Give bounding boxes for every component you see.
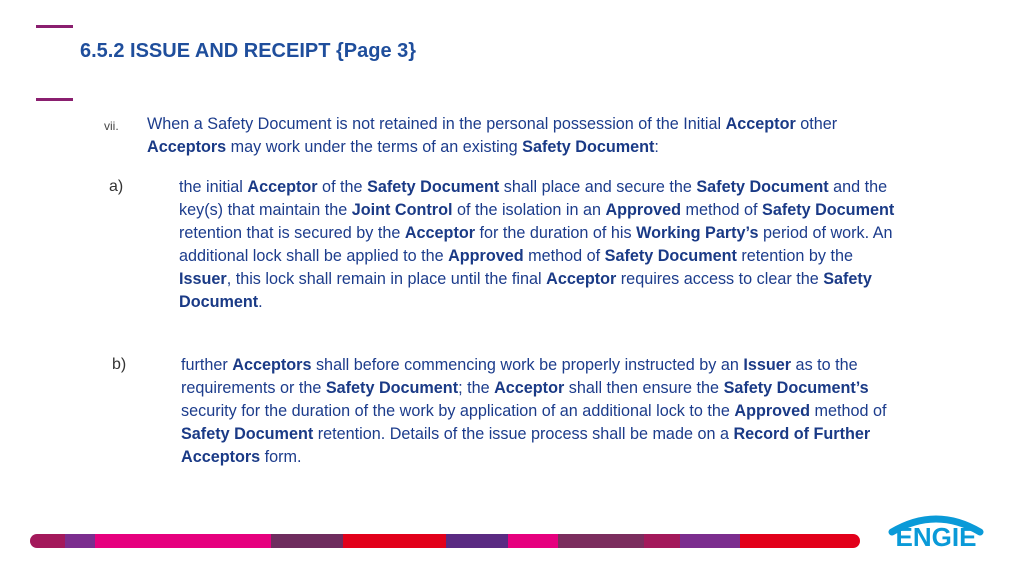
text-run: shall before commencing work be properly instructed by an bbox=[311, 356, 744, 374]
slide-title: 6.5.2 ISSUE AND RECEIPT {Page 3} bbox=[80, 40, 417, 62]
bold-term: Acceptor bbox=[546, 270, 617, 288]
text-run: the initial bbox=[179, 178, 248, 196]
text-run: : bbox=[654, 138, 659, 156]
title-accent-line-top bbox=[36, 25, 73, 28]
text-run: When a Safety Document is not retained in the personal possession of the Initial bbox=[147, 115, 726, 133]
engie-logo bbox=[884, 512, 988, 556]
bold-term: Acceptor bbox=[404, 224, 476, 242]
bold-term: Safety Document bbox=[325, 379, 459, 397]
item-a-marker: a) bbox=[109, 178, 124, 195]
bold-term: Approved bbox=[605, 201, 682, 219]
text-run: method of bbox=[523, 247, 605, 265]
text-run: other bbox=[795, 115, 838, 133]
text-run: shall then ensure the bbox=[564, 379, 724, 397]
bold-term: Approved bbox=[448, 247, 524, 265]
bold-term: Acceptors bbox=[147, 138, 227, 156]
text-run: may work under the terms of an existing bbox=[226, 138, 523, 156]
footer-bar-seg-9 bbox=[644, 534, 680, 548]
bold-term: Safety Document’s bbox=[723, 379, 869, 397]
text-run: requires access to clear the bbox=[616, 270, 824, 288]
text-run: , this lock shall remain in place until the final bbox=[226, 270, 547, 288]
bold-term: Working Party’s bbox=[636, 224, 759, 242]
bold-term: Safety Document bbox=[762, 201, 895, 219]
text-run: method of bbox=[809, 402, 887, 420]
text-run: of the isolation in an bbox=[452, 201, 606, 219]
item-b-text bbox=[181, 354, 907, 469]
item-a-text bbox=[179, 176, 907, 314]
bold-term: Safety Document bbox=[522, 138, 655, 156]
text-run: method of bbox=[681, 201, 763, 219]
footer-bar-cap-right bbox=[846, 534, 860, 548]
text-run: shall place and secure the bbox=[499, 178, 697, 196]
bold-term: Safety Document bbox=[181, 425, 314, 443]
bold-term: Issuer bbox=[179, 270, 227, 288]
bold-term: Safety Document bbox=[604, 247, 737, 265]
text-run: . bbox=[258, 293, 263, 311]
bold-term: Safety Document bbox=[696, 178, 829, 196]
bold-term: Acceptor bbox=[247, 178, 318, 196]
bold-term: Joint Control bbox=[351, 201, 453, 219]
bold-term: Acceptor bbox=[494, 379, 565, 397]
text-run: of the bbox=[317, 178, 368, 196]
text-run: and the key(s) that maintain the bbox=[179, 178, 888, 219]
text-run: further bbox=[181, 356, 233, 374]
bold-term: Record of Further Acceptors bbox=[181, 425, 871, 466]
text-run: security for the duration of the work by application of an additional lock to the bbox=[181, 402, 735, 420]
item-b-marker: b) bbox=[112, 356, 127, 373]
item-vii-text bbox=[147, 113, 907, 159]
bold-term: Acceptor bbox=[725, 115, 796, 133]
footer-bar-seg-3 bbox=[95, 534, 271, 548]
bold-term: Issuer bbox=[743, 356, 792, 374]
item-vii-marker: vii. bbox=[104, 119, 119, 133]
text-run: as to the requirements or the bbox=[181, 356, 858, 397]
text-run: form. bbox=[260, 448, 302, 466]
footer-bar-seg-4 bbox=[271, 534, 343, 548]
footer-bar-seg-2 bbox=[65, 534, 95, 548]
text-run: retention that is secured by the bbox=[179, 224, 405, 242]
footer-bar-seg-10 bbox=[680, 534, 740, 548]
text-run: period of work. An additional lock shall be applied to the bbox=[179, 224, 893, 265]
footer-bar-seg-1 bbox=[37, 534, 65, 548]
engie-logo-text: ENGIE bbox=[895, 522, 977, 552]
footer-color-bar bbox=[30, 534, 860, 548]
footer-bar-seg-11 bbox=[740, 534, 853, 548]
footer-bar-seg-5 bbox=[343, 534, 446, 548]
footer-bar-seg-8 bbox=[558, 534, 644, 548]
bold-term: Safety Document bbox=[367, 178, 500, 196]
title-accent-line-bottom bbox=[36, 98, 73, 101]
footer-bar-seg-7 bbox=[508, 534, 558, 548]
text-run: ; the bbox=[458, 379, 495, 397]
bold-term: Approved bbox=[734, 402, 810, 420]
text-run: retention by the bbox=[736, 247, 853, 265]
bold-term: Safety Document bbox=[179, 270, 872, 311]
text-run: retention. Details of the issue process shall be made on a bbox=[313, 425, 734, 443]
footer-bar-seg-6 bbox=[446, 534, 508, 548]
bold-term: Acceptors bbox=[232, 356, 312, 374]
text-run: for the duration of his bbox=[475, 224, 637, 242]
